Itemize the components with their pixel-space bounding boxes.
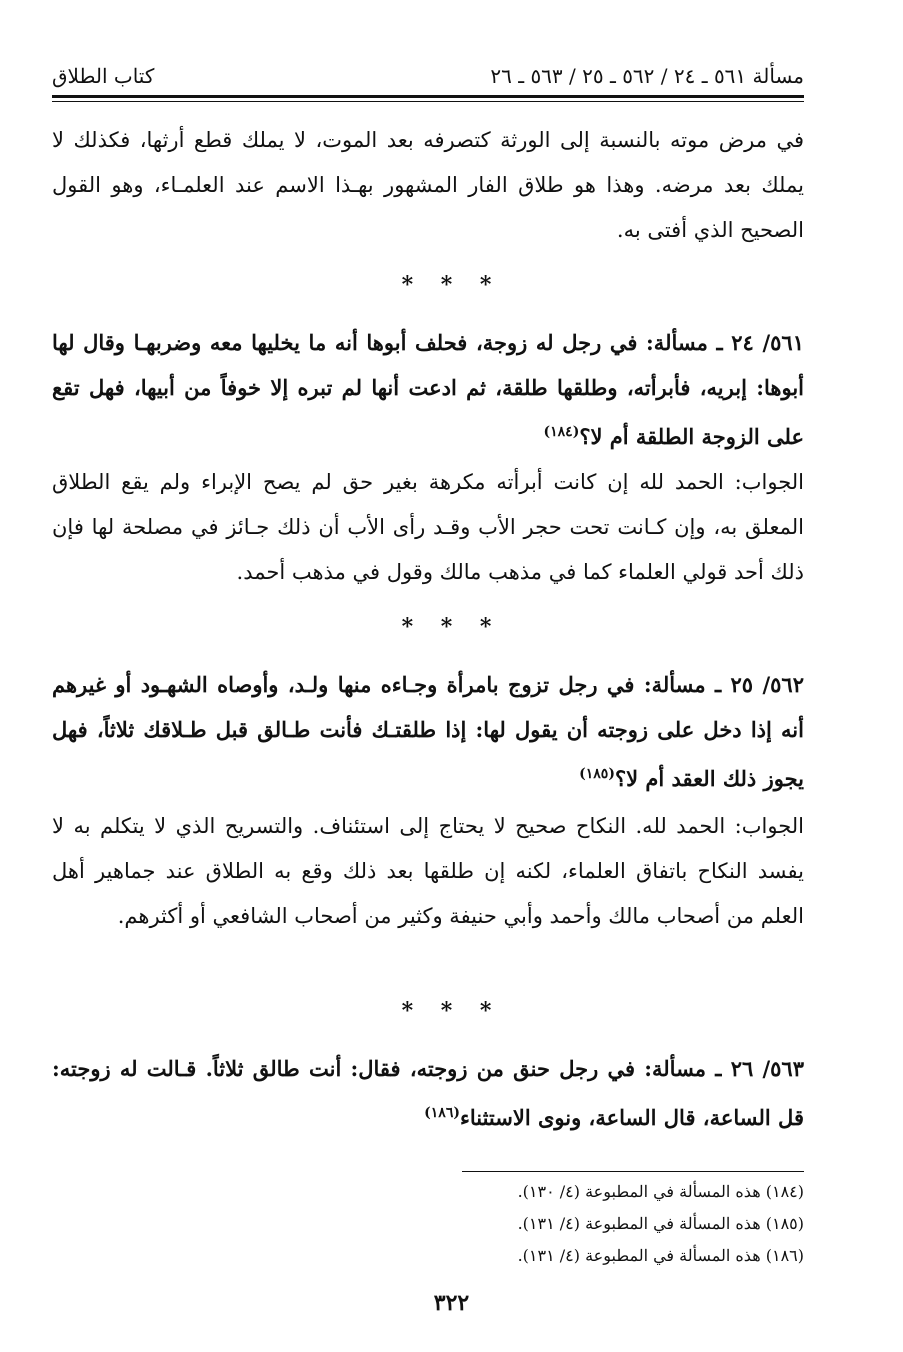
header-book-title: كتاب الطلاق — [52, 64, 155, 88]
question-562 — [52, 662, 804, 801]
footnote-184: (١٨٤) هذه المسألة في المطبوعة (٤/ ١٣٠). — [517, 1182, 804, 1201]
header-rule-thick — [52, 95, 804, 98]
question-563-text: ٥٦٣/ ٢٦ ـ مسألة: في رجل حنق من زوجته، فقال: أنت طالق ثلاثاً. قـالت له زوجته: قل الساعة، قال الساعة، ونوى الاستثناء — [52, 1056, 804, 1130]
section-separator: * * * — [401, 614, 502, 640]
question-561-text: ٥٦١/ ٢٤ ـ مسألة: في رجل له زوجة، فحلف أبوها أنه ما يخليها معه وضربهـا وقال لها أبوها: إبريه، فأبرأته، وطلقها طلقة، ثم ادعت أنها لم تبره إلا خوفاً من أبيها، فهل تقع على الزوجة الطلقة أم لا؟ — [52, 330, 804, 449]
answer-561: الجواب: الحمد لله إن كانت أبرأته مكرهة بغير حق لم يصح الإبراء ولم يقع الطلاق المعلق به، وإن كـانت تحت حجر الأب وقـد رأى الأب أن ذلك جـائز في مصلحة لها فإن ذلك أحد قولي العلماء كما في مذهب مالك وقول في مذهب أحمد. — [52, 470, 804, 584]
footnote-186: (١٨٦) هذه المسألة في المطبوعة (٤/ ١٣١). — [517, 1246, 804, 1265]
footnote-rule — [462, 1171, 804, 1172]
page-number: ٣٢٢ — [433, 1290, 470, 1316]
answer-562: الجواب: الحمد لله. النكاح صحيح لا يحتاج إلى استئناف. والتسريح الذي لا يتكلم به لا يفسد النكاح باتفاق العلماء، لكنه إن طلقها بعد ذلك وقع به الطلاق عند جماهير أهل العلم من أصحاب مالك وأحمد وأبي حنيفة وكثير من أصحاب الشافعي أو أكثرهم. — [52, 814, 804, 928]
section-separator: * * * — [401, 998, 502, 1024]
footnote-185: (١٨٥) هذه المسألة في المطبوعة (٤/ ١٣١). — [517, 1214, 804, 1233]
section-separator: * * * — [401, 272, 502, 298]
question-561 — [52, 320, 804, 459]
footnote-ref-186: (١٨٦) — [424, 1105, 460, 1121]
question-562-text: ٥٦٢/ ٢٥ ـ مسألة: في رجل تزوج بامرأة وجـاءه منها ولـد، وأوصاه الشهـود أو غيرهم أنه إذا دخل على زوجته أن يقول لها: إذا طلقتـك فأنت طـالق قبل طـلاقك ثلاثاً، فهل يجوز ذلك العقد أم لا؟ — [52, 672, 804, 791]
intro-paragraph: في مرض موته بالنسبة إلى الورثة كتصرفه بعد الموت، لا يملك قطع أرثها، فكذلك لا يملك بعد مرضه. وهذا هو طلاق الفار المشهور بهـذا الاسم عند العلمـاء، وهو القول الصحيح الذي أفتى به. — [52, 128, 804, 242]
footnote-ref-185: (١٨٥) — [579, 766, 615, 782]
footnote-ref-184: (١٨٤) — [543, 424, 580, 440]
header-section-reference: مسألة ٥٦١ ـ ٢٤ / ٥٦٢ ـ ٢٥ / ٥٦٣ ـ ٢٦ — [490, 64, 804, 88]
running-header — [52, 58, 804, 94]
question-563 — [52, 1046, 804, 1140]
header-rule-thin — [52, 101, 804, 102]
